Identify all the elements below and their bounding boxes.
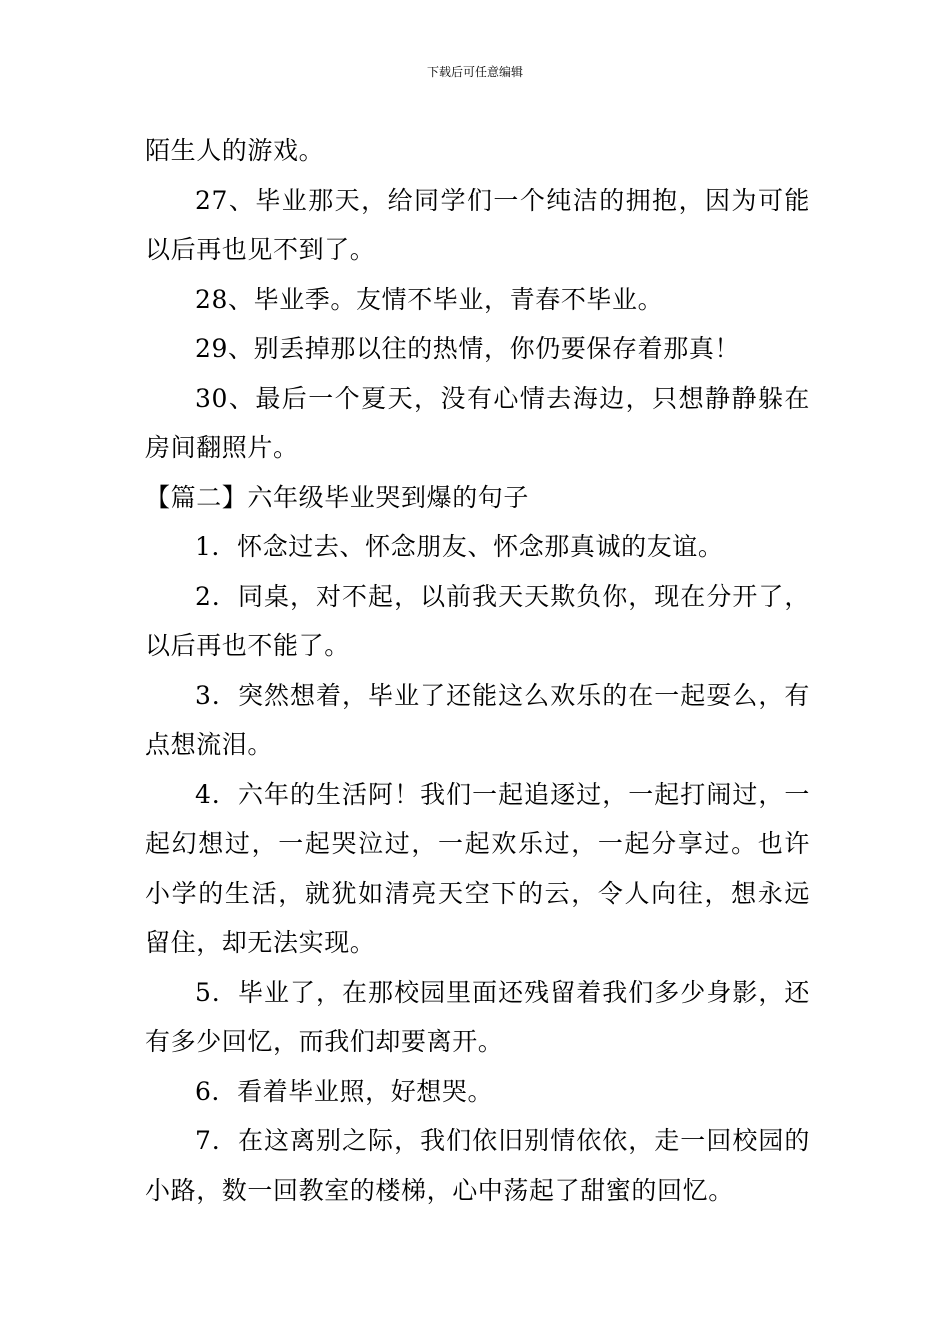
paragraph: 29、别丢掉那以往的热情，你仍要保存着那真！ (195, 334, 741, 363)
paragraph: 1．怀念过去、怀念朋友、怀念那真诚的友谊。 (195, 532, 724, 561)
document-body (145, 126, 810, 1215)
paragraph: 28、毕业季。友情不毕业，青春不毕业。 (195, 284, 664, 314)
paragraph: 5．毕业了，在那校园里面还残留着我们多少身影，还有多少回忆，而我们却要离开。 (145, 977, 810, 1056)
paragraph: 4．六年的生活阿！我们一起追逐过，一起打闹过，一起幻想过，一起哭泣过，一起欢乐过，一起分享过。也许小学的生活，就犹如清亮天空下的云，令人向往，想永远留住，却无法实现。 (145, 779, 810, 957)
paragraph: 27、毕业那天，给同学们一个纯洁的拥抱，因为可能以后再也见不到了。 (145, 185, 810, 264)
paragraph: 30、最后一个夏天，没有心情去海边，只想静静躲在房间翻照片。 (145, 383, 810, 462)
paragraph: 7．在这离别之际，我们依旧别情依依，走一回校园的小路，数一回教室的楼梯，心中荡起了甜蜜的回忆。 (145, 1126, 810, 1205)
page-header-note: 下载后可任意编辑 (426, 65, 523, 79)
paragraph: 3．突然想着，毕业了还能这么欢乐的在一起耍么，有点想流泪。 (145, 680, 810, 759)
paragraph: 6．看着毕业照，好想哭。 (195, 1076, 494, 1106)
paragraph: 2．同桌，对不起，以前我天天欺负你，现在分开了，以后再也不能了。 (145, 581, 810, 660)
section-heading: 【篇二】六年级毕业哭到爆的句子 (145, 482, 530, 512)
paragraph: 陌生人的游戏。 (145, 136, 325, 165)
